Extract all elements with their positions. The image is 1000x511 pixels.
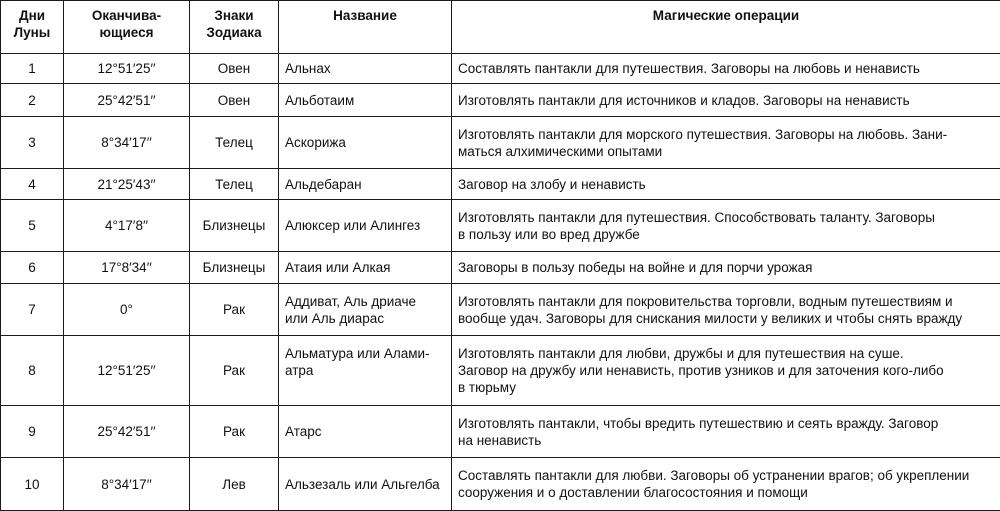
header-name: Название xyxy=(279,1,452,54)
cell-sign: Рак xyxy=(190,406,279,458)
cell-name: Альботаим xyxy=(279,84,452,117)
cell-ending: 0° xyxy=(64,284,190,336)
cell-sign: Овен xyxy=(190,54,279,84)
cell-ops: Изготовлять пантакли для любви, дружбы и для путешествия на суше. Заговор на дружбу или ненависть, против узников и для заточения кого-либо в тюрьму xyxy=(452,336,1000,406)
cell-ops: Изготовлять пантакли, чтобы вредить путешествию и сеять вражду. Заговор на ненависть xyxy=(452,406,1000,458)
cell-sign: Телец xyxy=(190,117,279,169)
cell-name: Альзезаль или Альгелба xyxy=(279,458,452,511)
cell-name: Альнах xyxy=(279,54,452,84)
cell-day: 5 xyxy=(1,200,64,252)
cell-ops: Изготовлять пантакли для путешествия. Способствовать таланту. Заговоры в пользу или во вред дружбе xyxy=(452,200,1000,252)
table-row xyxy=(1,84,1000,117)
cell-name: Альматура или Алами- атра xyxy=(279,336,452,406)
table-row xyxy=(1,54,1000,84)
cell-ops: Заговоры в пользу победы на войне и для порчи урожая xyxy=(452,252,1000,284)
table-header xyxy=(1,1,1000,54)
cell-day: 3 xyxy=(1,117,64,169)
table-row xyxy=(1,117,1000,169)
cell-ops: Составлять пантакли для путешествия. Заговоры на любовь и ненависть xyxy=(452,54,1000,84)
header-day: Дни Луны xyxy=(1,1,64,54)
cell-sign: Телец xyxy=(190,169,279,200)
header-row xyxy=(1,1,1000,54)
cell-name: Атаия или Алкая xyxy=(279,252,452,284)
cell-name: Алюксер или Алингез xyxy=(279,200,452,252)
cell-ops: Изготовлять пантакли для покровительства торговли, водным путешествиям и вообще удач. Заговоры для снискания милости у великих и чтобы снять вражду xyxy=(452,284,1000,336)
cell-day: 7 xyxy=(1,284,64,336)
cell-sign: Рак xyxy=(190,284,279,336)
cell-day: 8 xyxy=(1,336,64,406)
cell-day: 1 xyxy=(1,54,64,84)
header-sign: Знаки Зодиака xyxy=(190,1,279,54)
cell-sign: Близнецы xyxy=(190,252,279,284)
table-row xyxy=(1,252,1000,284)
cell-ops: Изготовлять пантакли для морского путешествия. Заговоры на любовь. Зани- маться алхимическими опытами xyxy=(452,117,1000,169)
cell-ending: 21°25′43′′ xyxy=(64,169,190,200)
table-row xyxy=(1,458,1000,511)
header-ending: Оканчива- ющиеся xyxy=(64,1,190,54)
cell-sign: Лев xyxy=(190,458,279,511)
cell-ending: 8°34′17′′ xyxy=(64,117,190,169)
cell-ending: 25°42′51′′ xyxy=(64,84,190,117)
table-row xyxy=(1,406,1000,458)
cell-name: Аддиват, Аль дриаче или Аль диарас xyxy=(279,284,452,336)
cell-sign: Рак xyxy=(190,336,279,406)
cell-name: Атарс xyxy=(279,406,452,458)
table-row xyxy=(1,169,1000,200)
cell-day: 2 xyxy=(1,84,64,117)
cell-ending: 4°17′8′′ xyxy=(64,200,190,252)
table-row xyxy=(1,336,1000,406)
cell-name: Аскорижа xyxy=(279,117,452,169)
cell-sign: Близнецы xyxy=(190,200,279,252)
cell-ending: 12°51′25′′ xyxy=(64,336,190,406)
cell-name: Альдебаран xyxy=(279,169,452,200)
cell-ops: Изготовлять пантакли для источников и кладов. Заговоры на ненависть xyxy=(452,84,1000,117)
cell-ops: Составлять пантакли для любви. Заговоры об устранении врагов; об укреплении сооружения и о доставлении благосостояния и помощи xyxy=(452,458,1000,511)
cell-day: 10 xyxy=(1,458,64,511)
table-row xyxy=(1,200,1000,252)
cell-day: 9 xyxy=(1,406,64,458)
cell-day: 4 xyxy=(1,169,64,200)
cell-day: 6 xyxy=(1,252,64,284)
header-ops: Магические операции xyxy=(452,1,1000,54)
cell-ops: Заговор на злобу и ненависть xyxy=(452,169,1000,200)
cell-ending: 12°51′25′′ xyxy=(64,54,190,84)
table-body xyxy=(1,54,1000,511)
cell-sign: Овен xyxy=(190,84,279,117)
cell-ending: 17°8′34′′ xyxy=(64,252,190,284)
cell-ending: 8°34′17′′ xyxy=(64,458,190,511)
cell-ending: 25°42′51′′ xyxy=(64,406,190,458)
table-row xyxy=(1,284,1000,336)
